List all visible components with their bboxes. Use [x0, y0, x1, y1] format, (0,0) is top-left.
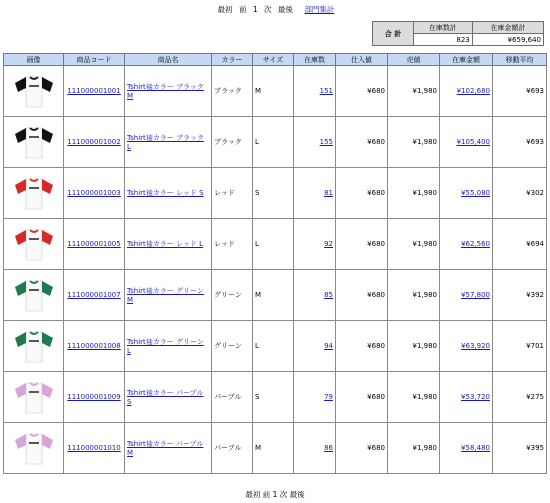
cost-cell: ¥680: [336, 423, 388, 474]
tshirt-image: [11, 428, 57, 468]
prev-page-text: 前: [238, 5, 247, 14]
stock-amount-total: ¥659,640: [472, 34, 543, 46]
table-row: [4, 270, 547, 321]
stock-amount-link[interactable]: ¥63,920: [461, 342, 490, 350]
product-code-link[interactable]: 111000001007: [67, 291, 121, 299]
tshirt-image: [11, 173, 57, 213]
product-code-link[interactable]: 111000001005: [67, 240, 121, 248]
first-page-text: 最初: [245, 490, 261, 499]
stock-link[interactable]: 81: [324, 189, 333, 197]
product-name-cell: [125, 219, 212, 270]
product-name-cell: [125, 423, 212, 474]
size-cell: L: [253, 219, 294, 270]
price-cell: ¥1,980: [388, 219, 440, 270]
stock-link[interactable]: 94: [324, 342, 333, 350]
moving-avg-cell: ¥302: [493, 168, 547, 219]
product-image-cell: [4, 321, 64, 372]
table-row: [4, 117, 547, 168]
stock-link[interactable]: 85: [324, 291, 333, 299]
product-name-cell: [125, 321, 212, 372]
product-code-link[interactable]: 111000001002: [67, 138, 121, 146]
stock-cell: [294, 168, 336, 219]
stock-amount-cell: [440, 168, 493, 219]
product-name-cell: [125, 168, 212, 219]
stock-cell: [294, 423, 336, 474]
product-code-link[interactable]: 111000001001: [67, 87, 121, 95]
cost-cell: ¥680: [336, 321, 388, 372]
product-image-cell: [4, 117, 64, 168]
color-cell: グリーン: [212, 321, 253, 372]
pagination-top: [0, 4, 550, 15]
product-code-cell: [64, 66, 125, 117]
stock-qty-total-header: 在庫数計: [414, 22, 473, 34]
next-page-text: 次: [264, 5, 272, 14]
product-name-link[interactable]: Tshirt袖カラー パープル M: [127, 440, 204, 457]
size-cell: L: [253, 117, 294, 168]
product-code-link[interactable]: 111000001010: [67, 444, 121, 452]
moving-avg-cell: ¥395: [493, 423, 547, 474]
stock-amount-cell: [440, 66, 493, 117]
stock-amount-cell: [440, 219, 493, 270]
moving-avg-cell: ¥275: [493, 372, 547, 423]
stock-amount-cell: [440, 423, 493, 474]
column-header-color: カラー: [212, 54, 253, 66]
column-header-image: 画像: [4, 54, 64, 66]
column-header-code: 商品コード: [64, 54, 125, 66]
stock-amount-link[interactable]: ¥53,720: [461, 393, 490, 401]
stock-amount-link[interactable]: ¥57,800: [461, 291, 490, 299]
stock-cell: [294, 117, 336, 168]
price-cell: ¥1,980: [388, 270, 440, 321]
tshirt-image: [11, 326, 57, 366]
product-name-link[interactable]: Tshirt袖カラー ブラック L: [127, 134, 204, 151]
tshirt-image: [11, 275, 57, 315]
stock-link[interactable]: 155: [319, 138, 333, 146]
product-code-cell: [64, 168, 125, 219]
moving-avg-cell: ¥693: [493, 66, 547, 117]
table-row: [4, 66, 547, 117]
tshirt-image: [11, 122, 57, 162]
stock-cell: [294, 270, 336, 321]
column-header-amount: 在庫金額: [440, 54, 493, 66]
size-cell: M: [253, 270, 294, 321]
table-row: [4, 321, 547, 372]
color-cell: グリーン: [212, 270, 253, 321]
stock-link[interactable]: 86: [324, 444, 333, 452]
color-cell: レッド: [212, 168, 253, 219]
moving-avg-cell: ¥392: [493, 270, 547, 321]
product-code-cell: [64, 270, 125, 321]
stock-cell: [294, 66, 336, 117]
summary-table: [372, 21, 544, 46]
cost-cell: ¥680: [336, 66, 388, 117]
stock-amount-cell: [440, 117, 493, 168]
stock-amount-total-header: 在庫金額計: [472, 22, 543, 34]
size-cell: S: [253, 372, 294, 423]
product-code-cell: [64, 423, 125, 474]
size-cell: M: [253, 66, 294, 117]
stock-cell: [294, 372, 336, 423]
color-cell: パープル: [212, 423, 253, 474]
cost-cell: ¥680: [336, 168, 388, 219]
product-name-link[interactable]: Tshirt袖カラー レッド L: [127, 240, 204, 248]
table-header-row: [4, 54, 547, 66]
color-cell: ブラック: [212, 66, 253, 117]
moving-avg-cell: ¥693: [493, 117, 547, 168]
price-cell: ¥1,980: [388, 321, 440, 372]
stock-amount-cell: [440, 321, 493, 372]
cost-cell: ¥680: [336, 219, 388, 270]
cost-cell: ¥680: [336, 372, 388, 423]
table-row: [4, 372, 547, 423]
stock-cell: [294, 219, 336, 270]
product-image-cell: [4, 219, 64, 270]
moving-avg-cell: ¥694: [493, 219, 547, 270]
product-name-link[interactable]: Tshirt袖カラー グリーン L: [127, 338, 204, 355]
color-cell: ブラック: [212, 117, 253, 168]
stock-amount-link[interactable]: ¥62,560: [461, 240, 490, 248]
pagination-bottom: [0, 489, 550, 500]
product-code-link[interactable]: 111000001009: [67, 393, 121, 401]
product-name-link[interactable]: Tshirt袖カラー ブラック M: [127, 83, 204, 100]
current-page: 1: [272, 490, 278, 499]
size-cell: S: [253, 168, 294, 219]
column-header-name: 商品名: [125, 54, 212, 66]
price-cell: ¥1,980: [388, 168, 440, 219]
product-name-link[interactable]: Tshirt袖カラー グリーン M: [127, 287, 204, 304]
current-page: 1: [252, 5, 258, 14]
stock-qty-total: 823: [414, 34, 473, 46]
tshirt-image: [11, 377, 57, 417]
tshirt-image: [11, 71, 57, 111]
moving-avg-cell: ¥701: [493, 321, 547, 372]
column-header-cost: 仕入値: [336, 54, 388, 66]
stock-amount-link[interactable]: ¥102,680: [456, 87, 490, 95]
color-cell: パープル: [212, 372, 253, 423]
color-cell: レッド: [212, 219, 253, 270]
product-name-cell: [125, 372, 212, 423]
price-cell: ¥1,980: [388, 423, 440, 474]
last-page-text: 最後: [289, 490, 305, 499]
column-header-stock: 在庫数: [294, 54, 336, 66]
stock-amount-link[interactable]: ¥58,480: [461, 444, 490, 452]
stock-amount-link[interactable]: ¥55,080: [461, 189, 490, 197]
stock-link[interactable]: 79: [324, 393, 333, 401]
price-cell: ¥1,980: [388, 117, 440, 168]
product-code-cell: [64, 117, 125, 168]
size-cell: L: [253, 321, 294, 372]
tshirt-image: [11, 224, 57, 264]
last-page-text: 最後: [277, 5, 293, 14]
product-code-cell: [64, 321, 125, 372]
price-cell: ¥1,980: [388, 66, 440, 117]
stock-amount-cell: [440, 270, 493, 321]
product-image-cell: [4, 423, 64, 474]
size-cell: M: [253, 423, 294, 474]
first-page-text: 最初: [217, 5, 233, 14]
product-code-link[interactable]: 111000001008: [67, 342, 121, 350]
column-header-moving-avg: 移動平均: [493, 54, 547, 66]
cost-cell: ¥680: [336, 117, 388, 168]
stock-amount-link[interactable]: ¥105,400: [456, 138, 490, 146]
cost-cell: ¥680: [336, 270, 388, 321]
product-name-link[interactable]: Tshirt袖カラー パープル S: [127, 389, 204, 406]
product-image-cell: [4, 372, 64, 423]
stock-cell: [294, 321, 336, 372]
product-name-link[interactable]: Tshirt袖カラー レッド S: [127, 189, 204, 197]
product-image-cell: [4, 270, 64, 321]
table-row: [4, 219, 547, 270]
stock-amount-cell: [440, 372, 493, 423]
column-header-size: サイズ: [253, 54, 294, 66]
table-row: [4, 423, 547, 474]
summary-label: 合 計: [373, 22, 414, 46]
column-header-price: 売値: [388, 54, 440, 66]
product-code-cell: [64, 219, 125, 270]
inventory-table: [3, 53, 547, 474]
stock-link[interactable]: 92: [324, 240, 333, 248]
product-name-cell: [125, 66, 212, 117]
next-page-text: 次: [279, 490, 288, 499]
product-name-cell: [125, 117, 212, 168]
table-row: [4, 168, 547, 219]
price-cell: ¥1,980: [388, 372, 440, 423]
stock-link[interactable]: 151: [319, 87, 333, 95]
product-code-link[interactable]: 111000001003: [67, 189, 121, 197]
prev-page-text: 前: [262, 490, 271, 499]
product-image-cell: [4, 66, 64, 117]
department-summary-link[interactable]: 部門集計: [304, 5, 335, 14]
product-name-cell: [125, 270, 212, 321]
product-image-cell: [4, 168, 64, 219]
product-code-cell: [64, 372, 125, 423]
